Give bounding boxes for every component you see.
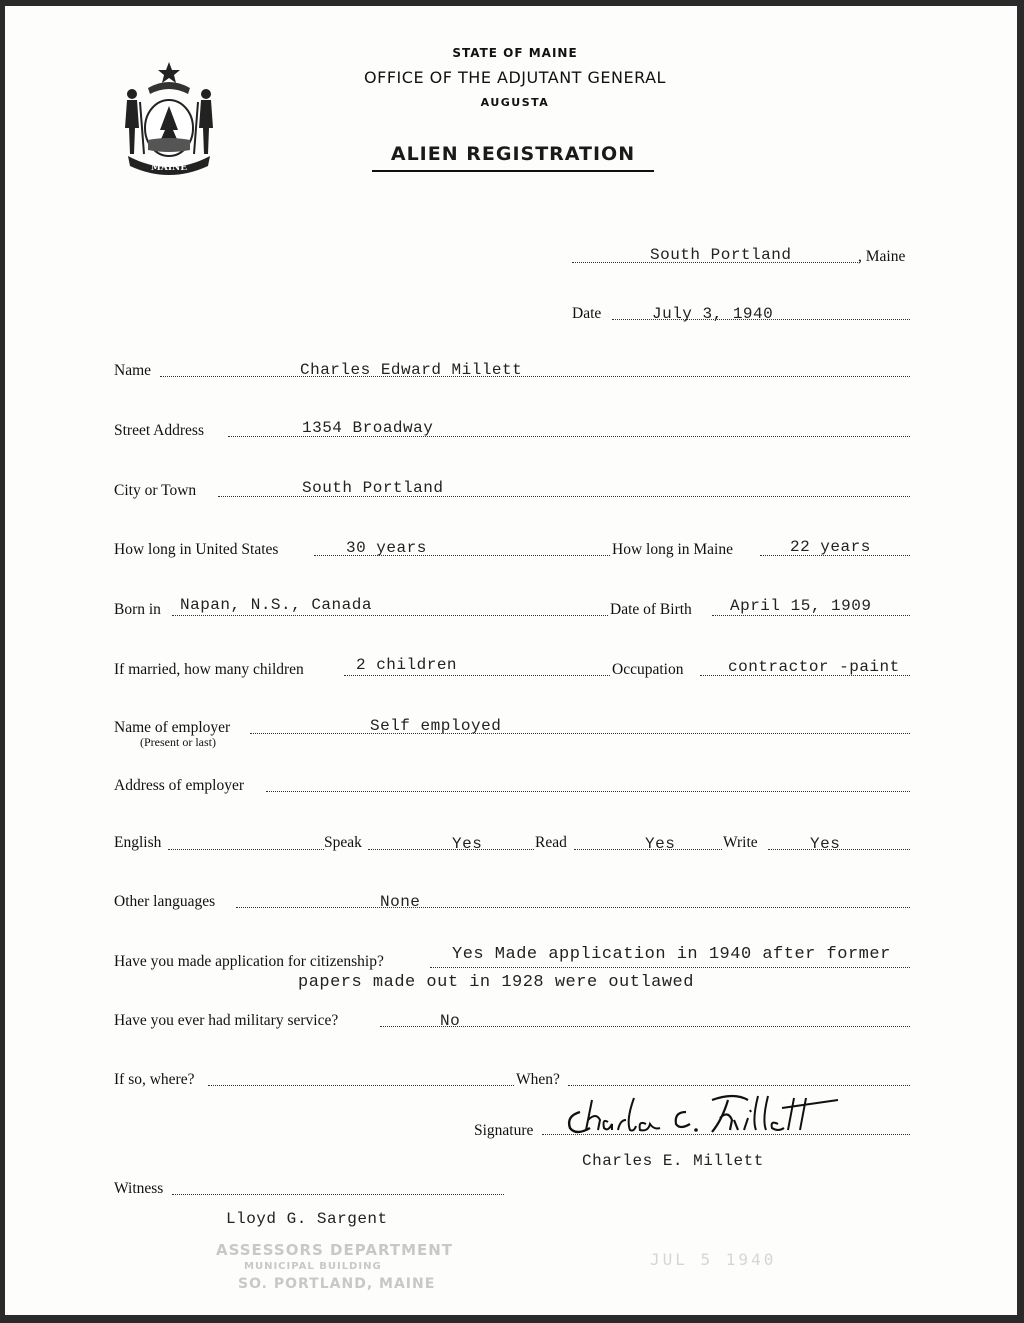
read-value: Yes bbox=[645, 835, 676, 853]
dob-label: Date of Birth bbox=[610, 601, 692, 618]
employer-sublabel: (Present or last) bbox=[140, 735, 216, 749]
english-label: English bbox=[114, 834, 162, 851]
name-value: Charles Edward Millett bbox=[300, 361, 523, 379]
us-years-label: How long in United States bbox=[114, 541, 279, 558]
street-label: Street Address bbox=[114, 422, 204, 439]
employer-value: Self employed bbox=[370, 717, 502, 735]
read-label: Read bbox=[535, 834, 567, 851]
military-value: No bbox=[440, 1012, 461, 1030]
city-value: South Portland bbox=[302, 479, 444, 497]
date-label: Date bbox=[572, 305, 602, 322]
children-line bbox=[344, 675, 610, 676]
header-city: AUGUSTA bbox=[480, 96, 550, 109]
other-languages-label: Other languages bbox=[114, 893, 216, 910]
handwritten-signature bbox=[562, 1090, 852, 1142]
dob-line bbox=[712, 615, 910, 616]
witness-line bbox=[172, 1194, 504, 1195]
name-label: Name bbox=[114, 362, 152, 379]
received-date-stamp: JUL 5 1940 bbox=[650, 1250, 777, 1269]
speak-value: Yes bbox=[452, 835, 483, 853]
place-value: South Portland bbox=[650, 246, 792, 264]
children-label: If married, how many children bbox=[114, 661, 304, 678]
assessor-stamp-line1: ASSESSORS DEPARTMENT bbox=[216, 1241, 454, 1259]
witness-label: Witness bbox=[114, 1180, 164, 1197]
other-languages-value: None bbox=[380, 893, 421, 911]
when-label: When? bbox=[516, 1071, 560, 1088]
name-line bbox=[160, 376, 910, 377]
header-state: STATE OF MAINE bbox=[452, 46, 578, 60]
where-line bbox=[208, 1085, 514, 1086]
where-label: If so, where? bbox=[114, 1071, 195, 1088]
other-languages-line bbox=[236, 907, 910, 908]
assessor-stamp-line3: SO. PORTLAND, MAINE bbox=[238, 1276, 436, 1292]
dob-value: April 15, 1909 bbox=[730, 597, 872, 615]
occupation-value: contractor -paint bbox=[728, 658, 900, 676]
write-value: Yes bbox=[810, 835, 841, 853]
speak-label: Speak bbox=[324, 834, 362, 851]
military-label: Have you ever had military service? bbox=[114, 1012, 339, 1029]
title-underline bbox=[372, 170, 654, 172]
born-label: Born in bbox=[114, 601, 161, 618]
street-value: 1354 Broadway bbox=[302, 419, 434, 437]
employer-address-label: Address of employer bbox=[114, 777, 244, 794]
assessor-stamp-line2: MUNICIPAL BUILDING bbox=[244, 1261, 382, 1272]
scan-border-left bbox=[0, 0, 5, 1323]
signature-label: Signature bbox=[474, 1122, 534, 1139]
citizenship-line bbox=[430, 967, 910, 968]
when-line bbox=[568, 1085, 910, 1086]
maine-years-label: How long in Maine bbox=[612, 541, 733, 558]
children-value: 2 children bbox=[356, 656, 458, 674]
citizenship-line1: Yes Made application in 1940 after former bbox=[452, 945, 891, 964]
citizenship-line2: papers made out in 1928 were outlawed bbox=[298, 973, 694, 992]
us-years-value: 30 years bbox=[346, 539, 427, 557]
scan-border-bottom bbox=[0, 1315, 1024, 1323]
date-value: July 3, 1940 bbox=[652, 305, 774, 323]
scan-border-top bbox=[0, 0, 1024, 6]
maine-years-value: 22 years bbox=[790, 538, 871, 556]
occupation-label: Occupation bbox=[612, 661, 684, 678]
witness-typed: Lloyd G. Sargent bbox=[226, 1210, 388, 1228]
born-line bbox=[172, 615, 608, 616]
place-suffix: , Maine bbox=[858, 248, 906, 265]
write-label: Write bbox=[723, 834, 758, 851]
employer-address-line bbox=[266, 791, 910, 792]
born-value: Napan, N.S., Canada bbox=[180, 596, 372, 614]
citizenship-label: Have you made application for citizenship? bbox=[114, 953, 384, 970]
employer-line bbox=[250, 733, 910, 734]
form-title: ALIEN REGISTRATION bbox=[390, 143, 636, 165]
svg-text:MAINE: MAINE bbox=[150, 163, 188, 173]
header-office: OFFICE OF THE ADJUTANT GENERAL bbox=[364, 68, 666, 87]
signature-typed: Charles E. Millett bbox=[582, 1152, 764, 1170]
scan-border-right bbox=[1017, 0, 1024, 1323]
maine-seal-icon bbox=[118, 58, 220, 178]
city-label: City or Town bbox=[114, 482, 197, 499]
speak-line bbox=[368, 849, 534, 850]
english-line bbox=[168, 849, 324, 850]
employer-label: Name of employer bbox=[114, 719, 231, 736]
